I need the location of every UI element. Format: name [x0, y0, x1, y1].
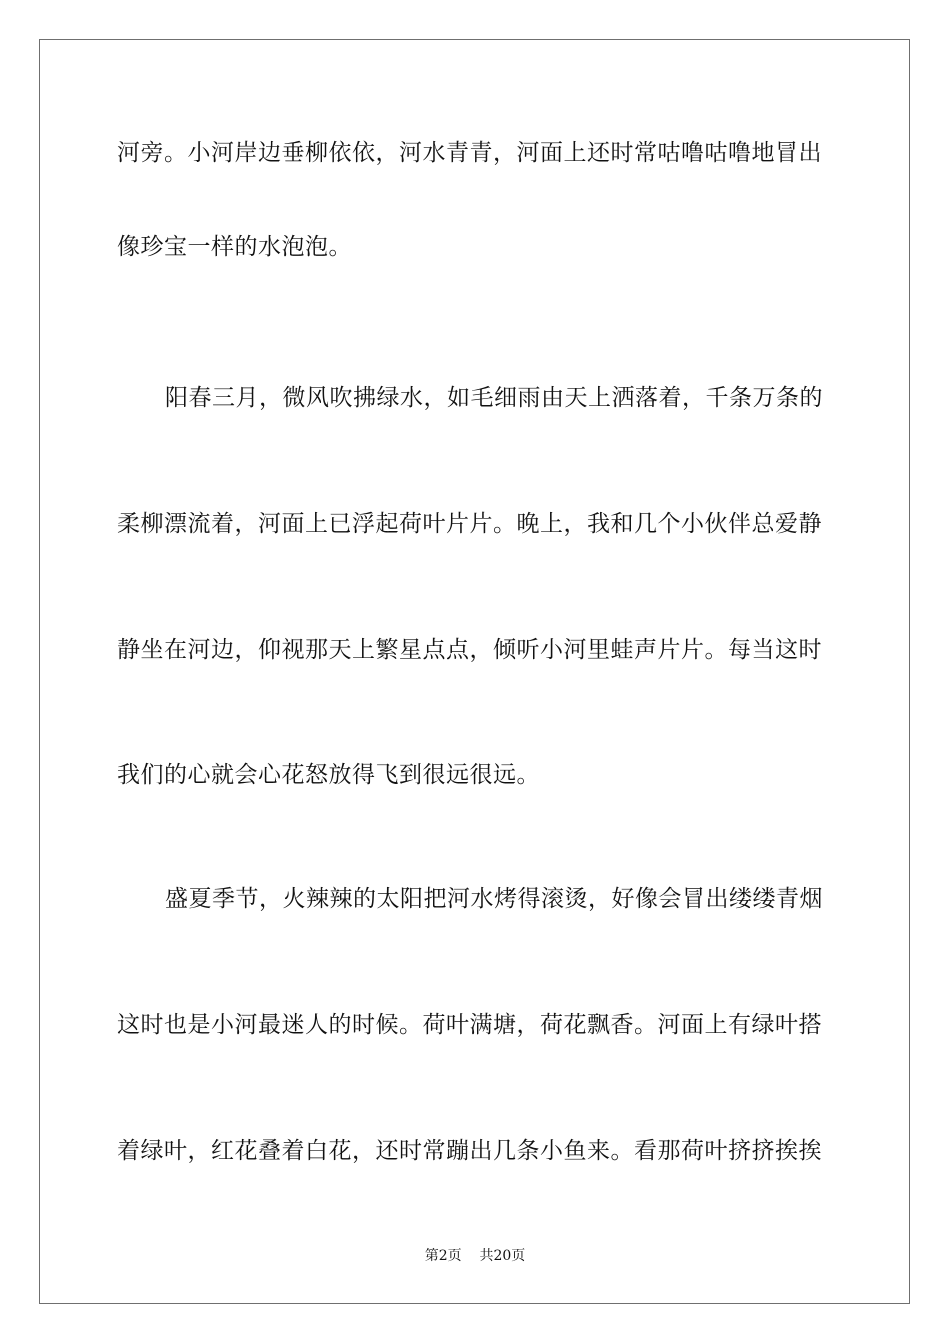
total-pages: 共20页 — [479, 1248, 526, 1264]
paragraph-2-line-1: 阳春三月，微风吹拂绿水，如毛细雨由天上洒落着，千条万条的 — [165, 385, 823, 411]
page-border — [39, 39, 910, 1304]
paragraph-2-line-2: 柔柳漂流着，河面上已浮起荷叶片片。晚上，我和几个小伙伴总爱静 — [117, 511, 822, 537]
page-number: 第2页 — [424, 1248, 462, 1264]
paragraph-2-line-4: 我们的心就会心花怒放得飞到很远很远。 — [117, 762, 540, 788]
page-footer — [0, 1247, 950, 1265]
text-line-1: 河旁。小河岸边垂柳依依，河水青青，河面上还时常咕噜咕噜地冒出 — [117, 140, 822, 166]
paragraph-2-line-3: 静坐在河边，仰视那天上繁星点点，倾听小河里蛙声片片。每当这时 — [117, 637, 822, 663]
paragraph-3-line-3: 着绿叶，红花叠着白花，还时常蹦出几条小鱼来。看那荷叶挤挤挨挨 — [117, 1138, 822, 1164]
paragraph-3-line-2: 这时也是小河最迷人的时候。荷叶满塘，荷花飘香。河面上有绿叶搭 — [117, 1012, 822, 1038]
paragraph-3-line-1: 盛夏季节，火辣辣的太阳把河水烤得滚烫，好像会冒出缕缕青烟 — [165, 886, 823, 912]
text-line-2: 像珍宝一样的水泡泡。 — [117, 234, 352, 260]
